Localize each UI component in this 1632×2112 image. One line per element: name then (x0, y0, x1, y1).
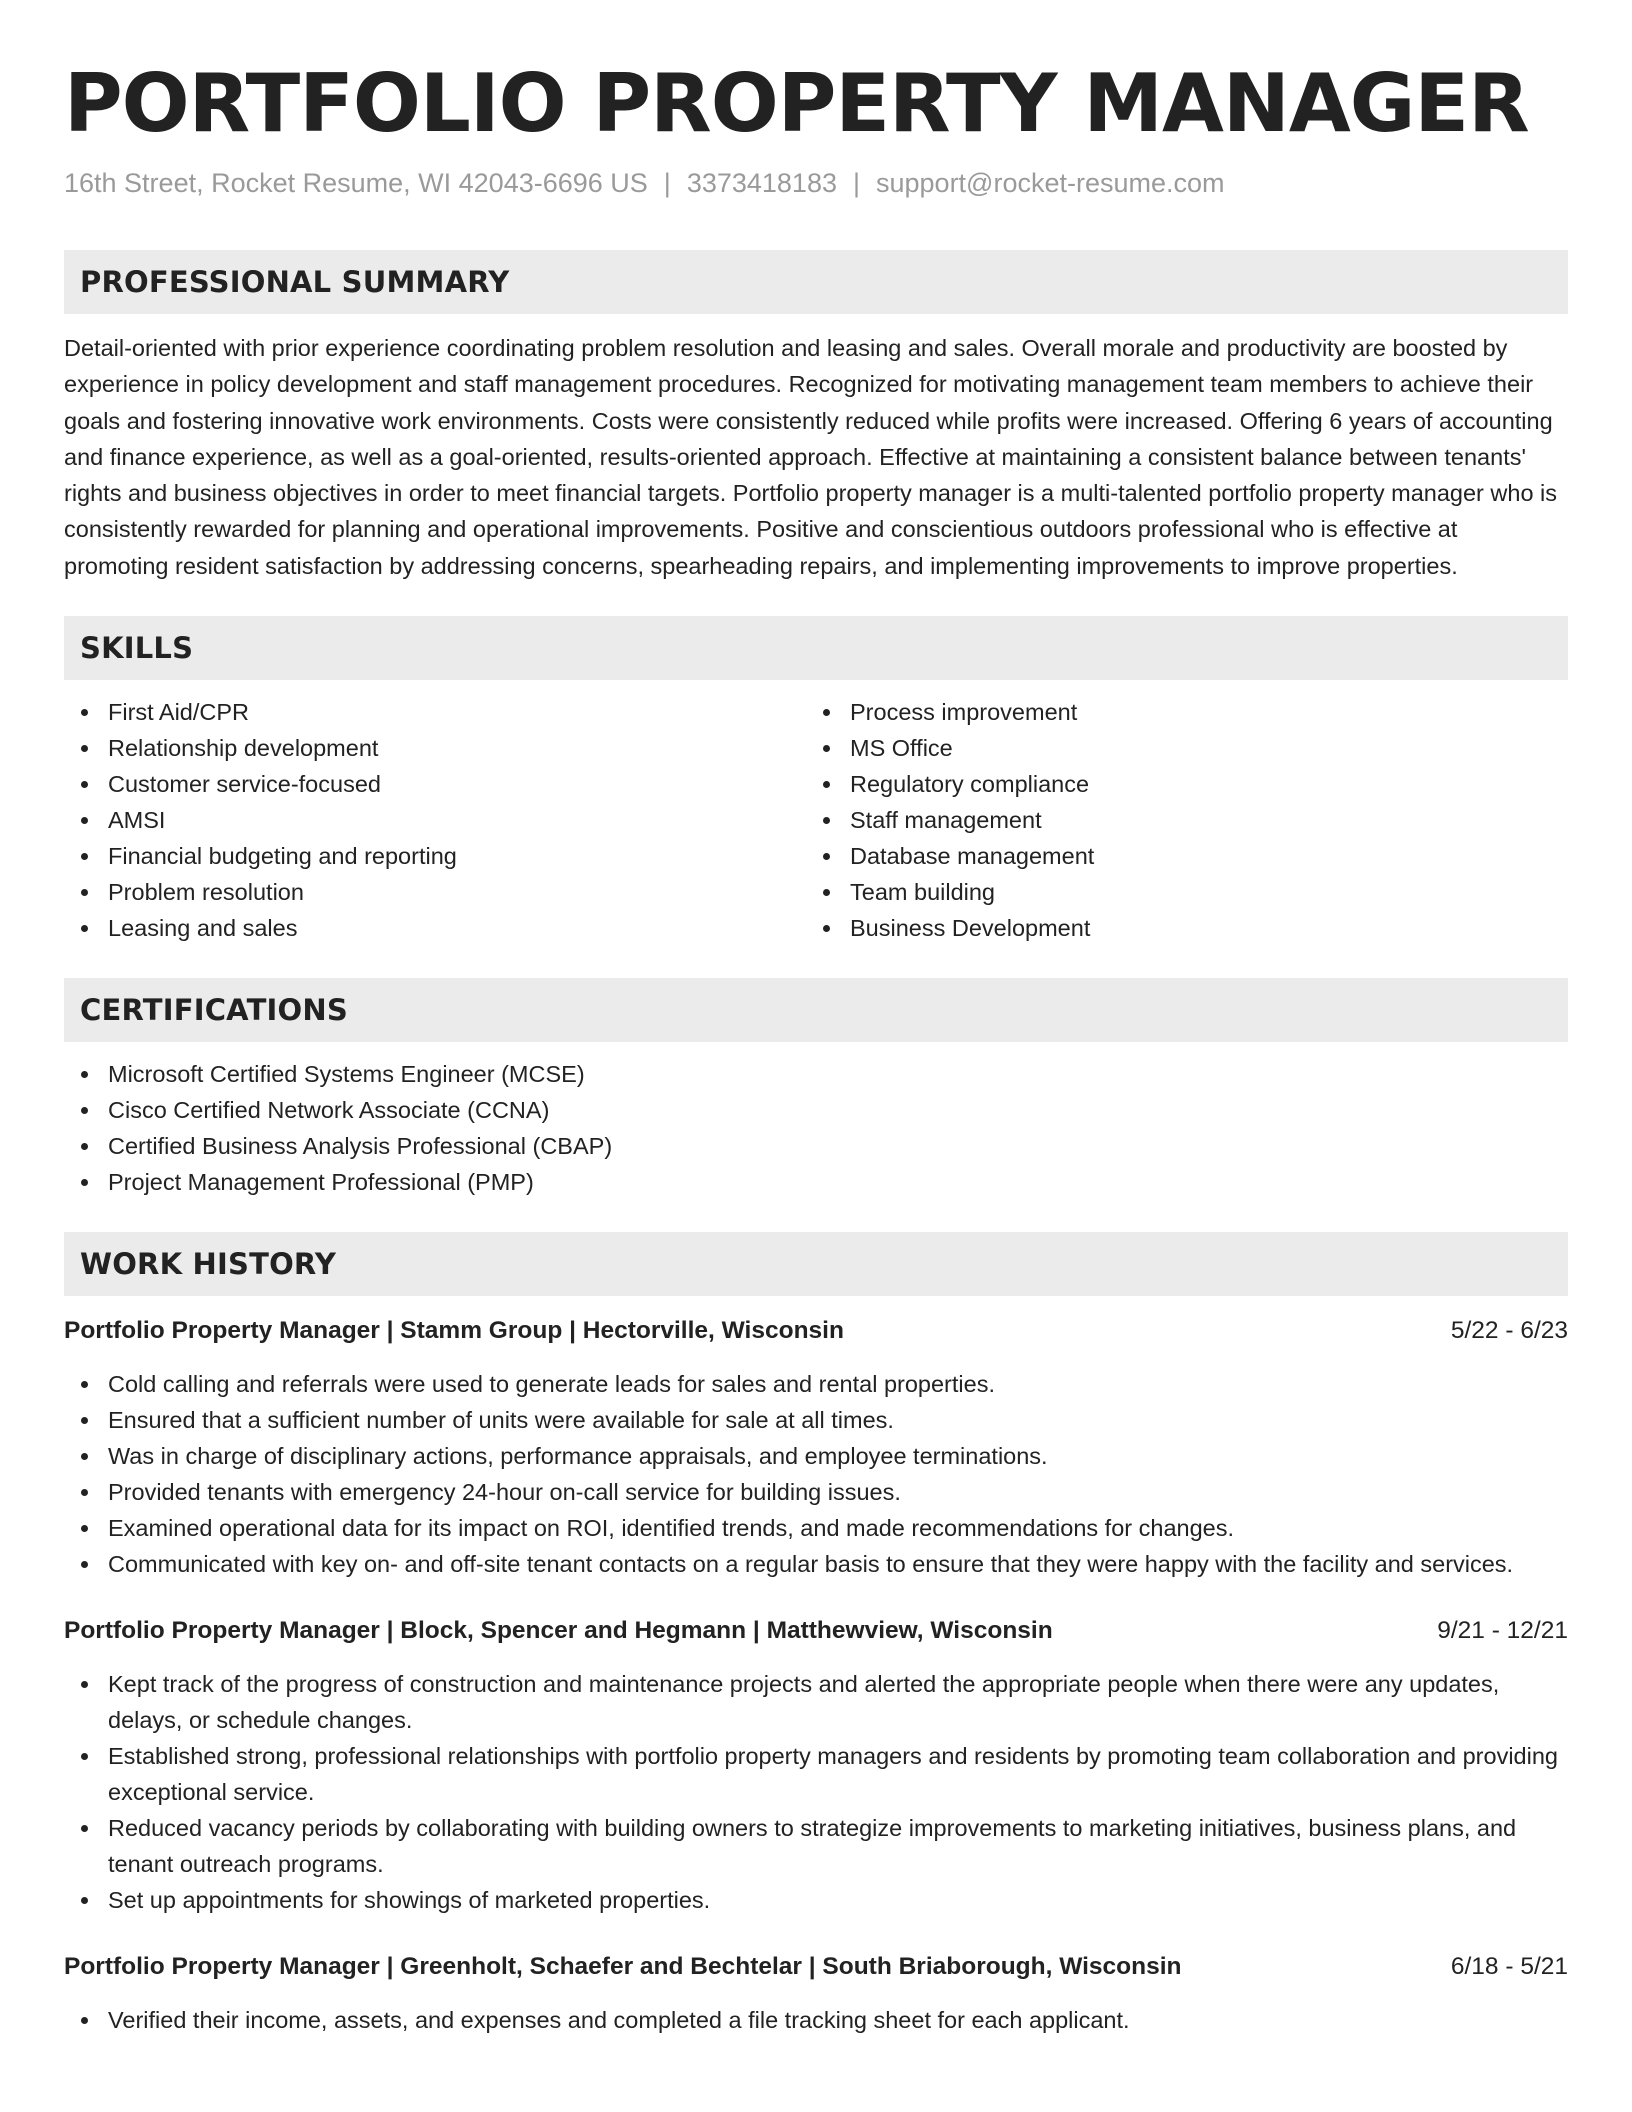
job-title: Portfolio Property Manager | Block, Spencer and Hegmann | Matthewview, Wisconsin (64, 1617, 1053, 1645)
certification-item: Project Management Professional (PMP) (64, 1164, 1568, 1200)
skill-item: Business Development (806, 910, 1548, 946)
job-bullet: Verified their income, assets, and expenses and completed a file tracking sheet for each applicant. (64, 2002, 1568, 2038)
job-bullet-list (64, 1666, 1568, 1918)
skills-list-left (64, 694, 806, 946)
certifications-list (64, 1056, 1568, 1200)
resume-page (64, 0, 1568, 2038)
job-bullet: Kept track of the progress of construction and maintenance projects and alerted the appropriate people when there were any updates, delays, or schedule changes. (64, 1666, 1568, 1738)
job-entry (64, 1614, 1568, 1918)
job-bullet: Communicated with key on- and off-site tenant contacts on a regular basis to ensure that they were happy with the facility and services. (64, 1546, 1568, 1582)
professional-summary-section (64, 250, 1568, 584)
skill-item: First Aid/CPR (64, 694, 806, 730)
job-bullet: Was in charge of disciplinary actions, performance appraisals, and employee terminations. (64, 1438, 1568, 1474)
skills-columns (64, 694, 1568, 946)
certifications-section (64, 978, 1568, 1200)
skills-column-left (64, 694, 806, 946)
job-bullet-list (64, 1366, 1568, 1582)
job-dates: 9/21 - 12/21 (1437, 1617, 1568, 1645)
skill-item: Customer service-focused (64, 766, 806, 802)
job-bullet: Established strong, professional relationships with portfolio property managers and residents by promoting team collaboration and providing exceptional service. (64, 1738, 1568, 1810)
section-header (64, 250, 1568, 314)
section-header (64, 978, 1568, 1042)
skill-item: Staff management (806, 802, 1548, 838)
job-bullet-list (64, 2002, 1568, 2038)
job-dates: 6/18 - 5/21 (1450, 1953, 1568, 1981)
job-header (64, 1314, 1568, 1348)
job-dates: 5/22 - 6/23 (1450, 1317, 1568, 1345)
skill-item: AMSI (64, 802, 806, 838)
job-bullet: Examined operational data for its impact on ROI, identified trends, and made recommendations for changes. (64, 1510, 1568, 1546)
job-entry (64, 1950, 1568, 2038)
skill-item: Leasing and sales (64, 910, 806, 946)
contact-phone: 3373418183 (686, 168, 837, 198)
skill-item: Relationship development (64, 730, 806, 766)
skills-column-right (806, 694, 1548, 946)
contact-email: support@rocket-resume.com (876, 168, 1225, 198)
skills-list-right (806, 694, 1548, 946)
skill-item: Regulatory compliance (806, 766, 1548, 802)
skill-item: Process improvement (806, 694, 1548, 730)
skill-item: Team building (806, 874, 1548, 910)
section-heading: SKILLS (80, 631, 194, 666)
section-header (64, 1232, 1568, 1296)
section-header (64, 616, 1568, 680)
skill-item: Problem resolution (64, 874, 806, 910)
section-heading: PROFESSIONAL SUMMARY (80, 265, 510, 299)
certification-item: Certified Business Analysis Professional (CBAP) (64, 1128, 1568, 1164)
certification-item: Microsoft Certified Systems Engineer (MCSE) (64, 1056, 1568, 1092)
job-bullet: Provided tenants with emergency 24-hour on-call service for building issues. (64, 1474, 1568, 1510)
section-heading: WORK HISTORY (80, 1247, 337, 1282)
job-bullet: Cold calling and referrals were used to generate leads for sales and rental properties. (64, 1366, 1568, 1402)
certification-item: Cisco Certified Network Associate (CCNA) (64, 1092, 1568, 1128)
skill-item: Database management (806, 838, 1548, 874)
contact-separator: | (852, 168, 860, 198)
job-bullet: Reduced vacancy periods by collaborating with building owners to strategize improvements to marketing initiatives, business plans, and tenant outreach programs. (64, 1810, 1568, 1882)
job-title: Portfolio Property Manager | Greenholt, Schaefer and Bechtelar | South Briaborough, Wisconsin (64, 1953, 1182, 1981)
job-title: Portfolio Property Manager | Stamm Group | Hectorville, Wisconsin (64, 1317, 844, 1345)
skill-item: MS Office (806, 730, 1548, 766)
skills-section (64, 616, 1568, 946)
job-bullet: Ensured that a sufficient number of units were available for sale at all times. (64, 1402, 1568, 1438)
resume-name: PORTFOLIO PROPERTY MANAGER (64, 57, 1529, 150)
summary-text: Detail-oriented with prior experience coordinating problem resolution and leasing and sales. Overall morale and productivity are boosted by experience in policy development and staff management procedures. Recognized for motivating management team members to achieve their goals and fostering innovative work environments. Costs were consistently reduced while profits were increased. Offering 6 years of accounting and finance experience, as well as a goal-oriented, results-oriented approach. Effective at maintaining a consistent balance between tenants' rights and business objectives in order to meet financial targets. Portfolio property manager is a multi-talented portfolio property manager who is consistently rewarded for planning and operational improvements. Positive and conscientious outdoors professional who is effective at promoting resident satisfaction by addressing concerns, spearheading repairs, and implementing improvements to improve properties. (64, 335, 1558, 579)
job-header (64, 1614, 1568, 1648)
job-header (64, 1950, 1568, 1984)
contact-line (64, 166, 1568, 200)
contact-address: 16th Street, Rocket Resume, WI 42043-6696 US (64, 168, 648, 198)
job-entry (64, 1314, 1568, 1582)
skill-item: Financial budgeting and reporting (64, 838, 806, 874)
work-history-section (64, 1232, 1568, 2038)
contact-separator: | (663, 168, 671, 198)
job-bullet: Set up appointments for showings of marketed properties. (64, 1882, 1568, 1918)
section-heading: CERTIFICATIONS (80, 993, 348, 1028)
